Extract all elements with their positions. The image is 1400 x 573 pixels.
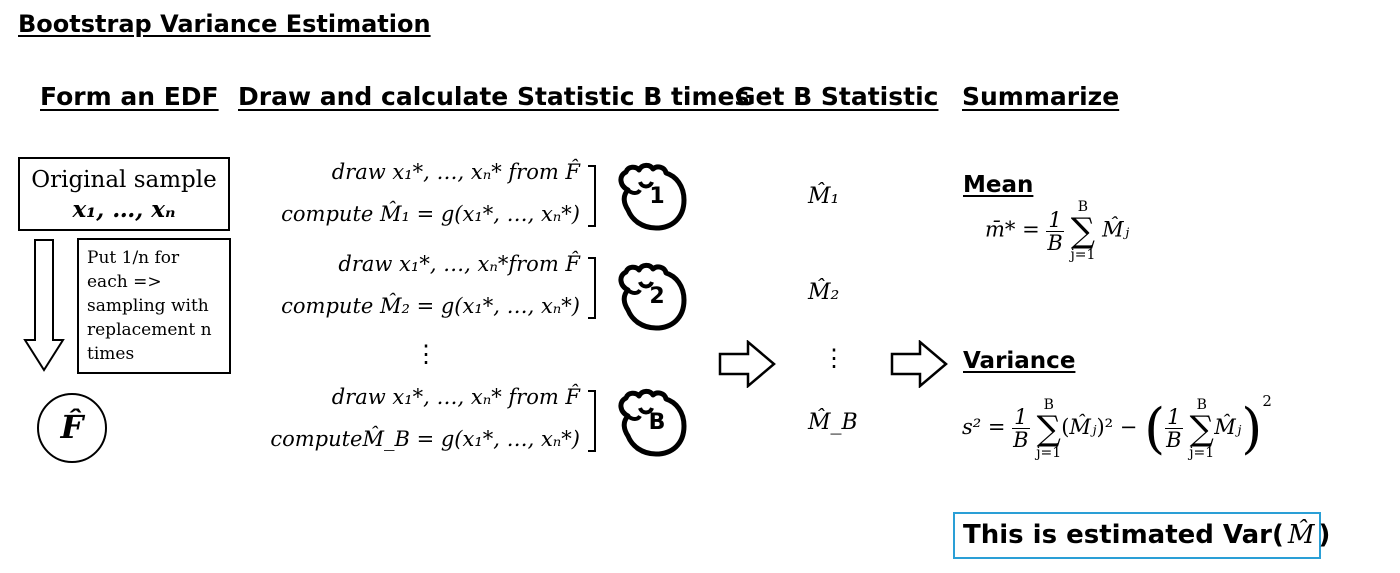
diagram-title: Bootstrap Variance Estimation	[18, 10, 431, 38]
variance-sum-2: B ∑ j=1	[1189, 396, 1215, 461]
mean-frac-num: 1	[1048, 207, 1062, 232]
draw-line-B: draw x₁*, …, xₙ* from F̂	[331, 385, 580, 409]
statistic-ellipsis: ⋮	[822, 344, 846, 372]
hand-icon-B	[612, 386, 688, 458]
header-get-statistic: Get B Statistic	[735, 82, 939, 111]
mean-formula	[985, 200, 1129, 262]
edf-note-text: Put 1/n for each => sampling with replacement n times	[87, 248, 212, 364]
header-form-edf: Form an EDF	[40, 82, 219, 111]
original-sample-label: Original sample	[31, 167, 217, 193]
statistic-1: M̂₁	[808, 184, 840, 209]
down-arrow-icon	[22, 238, 66, 374]
statistic-B: M̂_B	[808, 410, 858, 435]
draw-line-2: draw x₁*, …, xₙ*from F̂	[338, 252, 580, 276]
variance-frac2-den: B	[1166, 428, 1182, 452]
variance-mj-1: M̂ⱼ	[1069, 415, 1097, 439]
estimate-label: This is estimated Var(	[963, 520, 1284, 550]
mean-frac-den: B	[1047, 230, 1063, 255]
right-arrow-icon-2	[890, 340, 948, 388]
estimate-symbol: M̂	[1287, 520, 1315, 550]
variance-frac1-num: 1	[1014, 405, 1028, 429]
compute-line-B: computeM̂_B = g(x₁*, …, xₙ*)	[270, 427, 580, 451]
mean-heading: Mean	[963, 172, 1034, 198]
mean-sum-lower: j=1	[1070, 247, 1096, 263]
estimate-box	[953, 512, 1331, 559]
variance-formula: s² = $\frac{1}{B}$ B ∑ j=1 (M̂ⱼ)² − ( $\frac{1}{B}$ B ∑ j=1 M̂ⱼ)$^2$	[962, 392, 1272, 461]
hand-label-B: B	[648, 410, 666, 435]
variance-heading: Variance	[963, 348, 1076, 374]
estimate-close: )	[1318, 520, 1331, 550]
hand-icon-2	[612, 260, 688, 332]
hand-label-2: 2	[649, 284, 665, 309]
edf-circle	[37, 393, 107, 463]
variance-sum2-lower: j=1	[1189, 444, 1215, 461]
variance-lhs: s² =	[962, 415, 1006, 439]
hand-icon-1	[612, 160, 688, 232]
mean-fraction	[1046, 209, 1063, 254]
variance-frac1-den: B	[1013, 428, 1029, 452]
variance-fraction-1	[1012, 406, 1029, 451]
variance-sum2-upper: B	[1196, 396, 1207, 413]
mean-mj: M̂ⱼ	[1102, 217, 1130, 242]
compute-line-2: compute M̂₂ = g(x₁*, …, xₙ*)	[281, 294, 580, 318]
bracket-B	[588, 390, 596, 452]
mean-sum-upper: B	[1077, 199, 1089, 215]
edf-symbol: F̂	[60, 408, 84, 446]
bracket-1	[588, 165, 596, 227]
variance-sum1-lower: j=1	[1036, 444, 1062, 461]
variance-mj-2: M̂ⱼ	[1214, 415, 1242, 439]
variance-fraction-2	[1165, 406, 1182, 451]
bracket-2	[588, 257, 596, 319]
draw-line-1: draw x₁*, …, xₙ* from F̂	[331, 160, 580, 184]
variance-sum1-upper: B	[1043, 396, 1054, 413]
right-arrow-icon-1	[718, 340, 776, 388]
variance-frac2-num: 1	[1167, 405, 1181, 429]
original-sample-vars: x₁, …, xₙ	[72, 196, 176, 223]
variance-sum-1: B ∑ j=1	[1036, 396, 1062, 461]
header-draw-calculate: Draw and calculate Statistic B times	[238, 82, 750, 111]
mean-sum: B ∑ j=1	[1070, 199, 1096, 263]
original-sample-box	[18, 157, 230, 231]
draw-ellipsis: ⋮	[414, 340, 438, 368]
mean-lhs: m̄* =	[985, 217, 1040, 242]
header-summarize: Summarize	[962, 82, 1120, 111]
edf-note-box	[77, 238, 231, 374]
statistic-2: M̂₂	[808, 280, 840, 305]
compute-line-1: compute M̂₁ = g(x₁*, …, xₙ*)	[281, 202, 580, 226]
hand-label-1: 1	[649, 184, 665, 209]
